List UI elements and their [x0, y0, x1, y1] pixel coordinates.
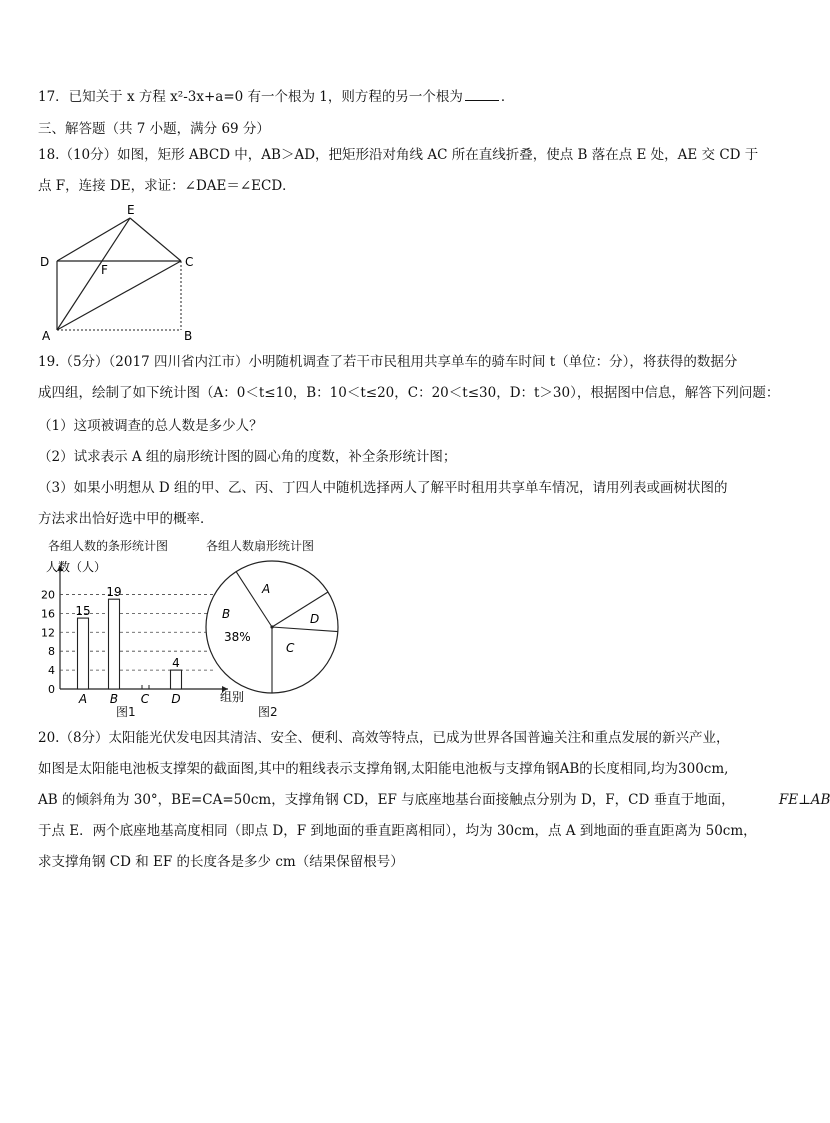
question-19-sub-1: （1）这项被调查的总人数是多少人？: [38, 418, 263, 434]
question-17: [38, 88, 514, 106]
answer-blank[interactable]: [465, 88, 499, 101]
x-tick-label: B: [109, 692, 119, 706]
slice-label-A: A: [262, 582, 271, 596]
perpendicular-notation: FE⊥AB: [778, 792, 830, 808]
segment-DE: [57, 218, 130, 261]
question-20-line-2: 如图是太阳能电池板支撑架的截面图,其中的粗线表示支撑角钢,太阳能电池板与支撑角钢AB的长度相同,均为300cm,: [38, 761, 729, 777]
figure-1-caption: 图1: [116, 705, 136, 719]
bar-chart-title: 各组人数的条形统计图: [48, 539, 169, 553]
y-tick-label: 12: [41, 626, 55, 640]
y-tick-label: 16: [41, 607, 55, 621]
segment-AC: [57, 261, 181, 330]
question-19-sub-2: （2）试求表示 A 组的扇形统计图的圆心角的度数，补全条形统计图；: [38, 449, 457, 465]
segment-AE: [57, 218, 130, 330]
question-19-line-2: 成四组，绘制了如下统计图（A：0＜t≤10，B：10＜t≤20，C：20＜t≤30，D：t＞30），根据图中信息，解答下列问题：: [38, 385, 780, 401]
question-19-line-1: 19.（5分）（2017 四川省内江市）小明随机调查了若干市民租用共享单车的骑车时间 t（单位：分），将获得的数据分: [38, 354, 738, 370]
question-17-end: ．: [500, 89, 515, 105]
question-20-line-3: [38, 791, 830, 809]
y-axis-label: 人数（人）: [46, 560, 107, 574]
question-18-line-1: 18.（10分）如图，矩形 ABCD 中，AB＞AD，把矩形沿对角线 AC 所在直线折叠，使点 B 落在点 E 处，AE 交 CD 于: [38, 147, 759, 163]
bar-D: [171, 670, 182, 689]
y-tick-label: 0: [48, 683, 55, 696]
bar-value-label: 15: [75, 604, 91, 619]
slice-label-C: C: [286, 641, 295, 655]
segment-EC: [130, 218, 181, 261]
point-label-E: E: [127, 203, 135, 217]
figure-2-caption: 图2: [258, 705, 278, 719]
x-tick-label: A: [78, 692, 88, 706]
pie-chart: [200, 555, 350, 700]
question-20-line-3-text: AB 的倾斜角为 30°，BE=CA=50cm，支撑角钢 CD，EF 与底座地基台面接触点分别为 D，F，CD 垂直于地面，: [38, 792, 735, 808]
point-label-D: D: [40, 255, 50, 269]
question-17-text: 17．已知关于 x 方程 x²-3x+a=0 有一个根为 1，则方程的另一个根为: [38, 89, 463, 105]
question-18-line-2: 点 F，连接 DE，求证：∠DAE＝∠ECD．: [38, 178, 296, 194]
rectangle-fold-figure: [30, 200, 220, 345]
x-axis-label: 组别: [220, 690, 245, 704]
y-tick-label: 8: [48, 645, 55, 659]
bar-B: [109, 599, 120, 689]
y-tick-label: 20: [41, 588, 55, 602]
point-label-F: F: [101, 263, 108, 277]
question-19-sub-3b: 方法求出恰好选中甲的概率．: [38, 511, 214, 527]
bar-value-label: 4: [172, 656, 180, 671]
bar-A: [78, 618, 89, 689]
slice-label-D: D: [310, 612, 320, 626]
section-heading: 三、解答题（共 7 小题，满分 69 分）: [38, 121, 270, 137]
point-label-C: C: [185, 255, 194, 269]
point-label-A: A: [42, 329, 51, 343]
y-tick-label: 4: [48, 664, 55, 678]
pie-center: [270, 625, 273, 628]
question-20-line-4: 于点 E．两个底座地基高度相同（即点 D，F 到地面的垂直距离相同），均为 30cm，点 A 到地面的垂直距离为 50cm，: [38, 823, 757, 839]
x-tick-label: C: [140, 692, 150, 706]
slice-label-B: B: [222, 607, 231, 621]
question-20-line-5: 求支撑角钢 CD 和 EF 的长度各是多少 cm（结果保留根号）: [38, 854, 404, 870]
point-label-B: B: [184, 329, 193, 343]
slice-percent-B: 38%: [224, 630, 251, 644]
question-19-sub-3a: （3）如果小明想从 D 组的甲、乙、丙、丁四人中随机选择两人了解平时租用共享单车情况，请用列表或画树状图的: [38, 480, 728, 496]
x-tick-label: D: [171, 692, 181, 706]
bar-value-label: 19: [106, 585, 122, 600]
pie-chart-title: 各组人数扇形统计图: [206, 539, 315, 553]
question-20-line-1: 20.（8分）太阳能光伏发电因其清洁、安全、便利、高效等特点，已成为世界各国普遍关注和重点发展的新兴产业，: [38, 730, 730, 746]
